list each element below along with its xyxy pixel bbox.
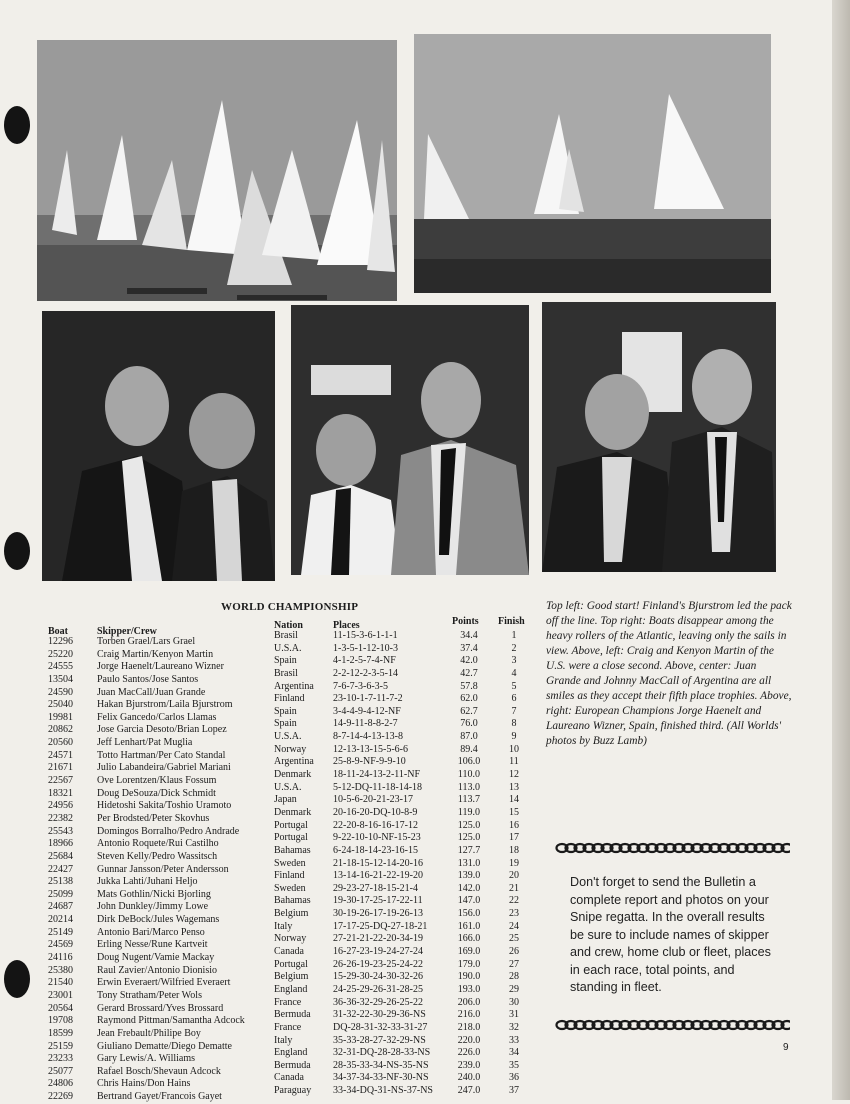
row-18-points: 127.7 <box>457 844 481 856</box>
row-7-boat-number: 19981 <box>48 711 73 723</box>
row-12-finish: 12 <box>509 769 519 781</box>
row-14-points: 113.7 <box>457 794 481 806</box>
page-number: 9 <box>783 1042 789 1053</box>
row-30-boat-number: 20564 <box>48 1002 73 1014</box>
row-20-finish: 20 <box>509 870 519 882</box>
row-11-skipper-crew: Julio Labandeira/Gabriel Mariani <box>97 762 231 774</box>
row-22-skipper-crew: John Dunkley/Jimmy Lowe <box>97 901 209 913</box>
row-14-nation: Japan <box>274 794 297 806</box>
row-10-skipper-crew: Totto Hartman/Per Cato Standal <box>97 749 226 761</box>
row-6-points: 62.0 <box>460 693 478 705</box>
photo-haenelt-wizner <box>542 302 776 572</box>
row-14-boat-number: 24956 <box>48 800 73 812</box>
row-15-nation: Denmark <box>274 806 312 818</box>
row-13-finish: 13 <box>509 781 519 793</box>
row-33-boat-number: 25159 <box>48 1040 73 1052</box>
row-25-nation: Norway <box>274 933 307 945</box>
row-4-nation: Brasil <box>274 667 298 679</box>
row-34-boat-number: 23233 <box>48 1053 73 1065</box>
photo-craig-kenyon-martin <box>42 311 275 581</box>
row-17-places: 9-22-10-10-NF-15-23 <box>333 832 421 844</box>
row-12-boat-number: 22567 <box>48 775 73 787</box>
row-10-points: 89.4 <box>460 743 478 755</box>
row-33-points: 220.0 <box>457 1034 481 1046</box>
row-22-places: 19-30-17-25-17-22-11 <box>333 895 423 907</box>
row-19-nation: Sweden <box>274 857 306 869</box>
column-boat <box>48 636 92 1104</box>
row-12-places: 18-11-24-13-2-11-NF <box>333 769 421 781</box>
page-edge-shadow <box>832 0 850 1100</box>
row-23-finish: 23 <box>509 908 519 920</box>
row-5-places: 7-6-7-3-6-3-5 <box>333 680 388 692</box>
row-31-skipper-crew: Raymond Pittman/Samantha Adcock <box>97 1015 245 1027</box>
row-18-skipper-crew: Steven Kelly/Pedro Wassitsch <box>97 850 218 862</box>
row-32-boat-number: 18599 <box>48 1027 73 1039</box>
row-6-places: 23-10-1-7-11-7-2 <box>333 693 403 705</box>
row-34-nation: England <box>274 1047 308 1059</box>
row-4-places: 2-2-12-2-3-5-14 <box>333 667 398 679</box>
row-24-boat-number: 25149 <box>48 926 73 938</box>
row-14-finish: 14 <box>509 794 519 806</box>
header-skipper-crew: Skipper/Crew <box>97 626 157 637</box>
row-14-skipper-crew: Hidetoshi Sakita/Toshio Uramoto <box>97 800 232 812</box>
row-3-places: 4-1-2-5-7-4-NF <box>333 655 396 667</box>
row-18-nation: Bahamas <box>274 844 311 856</box>
row-25-places: 27-21-21-22-20-34-19 <box>333 933 423 945</box>
row-27-nation: Portugal <box>274 958 308 970</box>
row-21-finish: 21 <box>509 882 519 894</box>
row-16-nation: Portugal <box>274 819 308 831</box>
header-finish: Finish <box>498 616 525 627</box>
row-1-points: 34.4 <box>460 630 478 641</box>
row-33-finish: 33 <box>509 1034 519 1046</box>
row-9-boat-number: 20560 <box>48 737 73 749</box>
row-36-nation: Canada <box>274 1072 304 1084</box>
binder-hole-top <box>4 106 30 144</box>
photo-caption: Top left: Good start! Finland's Bjurstrom led the pack off the line. Top right: Boats disappear among the heavy rollers of the Atlantic, leaving only the sails in view. Above, left: Craig and Kenyon Martin of the U.S. were a close second. Above, center: Juan Grande and Johnny MacCall of Argentina are all smiles as they accept their fifth place trophies. Above, right: European Champions Jorge Haenelt and Laureano Wizner, Spain, finished third. (All Worlds' photos by Buzz Lamb) <box>546 600 792 747</box>
row-8-nation: Spain <box>274 718 297 730</box>
row-36-points: 240.0 <box>457 1072 481 1084</box>
chain-border-top <box>555 842 790 854</box>
row-7-finish: 7 <box>511 705 517 717</box>
row-34-skipper-crew: Gary Lewis/A. Williams <box>97 1053 196 1065</box>
row-2-places: 1-3-5-1-12-10-3 <box>333 642 398 654</box>
column-places <box>333 630 453 1104</box>
row-13-boat-number: 18321 <box>48 787 73 799</box>
row-1-nation: Brasil <box>274 630 298 641</box>
row-1-skipper-crew: Torben Grael/Lars Grael <box>97 636 196 647</box>
row-22-nation: Bahamas <box>274 895 311 907</box>
row-3-boat-number: 24555 <box>48 661 73 673</box>
row-18-boat-number: 25684 <box>48 850 73 862</box>
row-5-skipper-crew: Juan MacCall/Juan Grande <box>97 686 206 698</box>
row-31-boat-number: 19708 <box>48 1015 73 1027</box>
column-finish <box>500 630 528 1104</box>
row-26-boat-number: 24116 <box>48 952 73 964</box>
row-25-boat-number: 24569 <box>48 939 73 951</box>
row-10-finish: 10 <box>509 743 519 755</box>
row-21-places: 29-23-27-18-15-21-4 <box>333 882 418 894</box>
row-21-boat-number: 25099 <box>48 888 73 900</box>
row-30-finish: 30 <box>509 996 519 1008</box>
row-4-points: 42.7 <box>460 667 478 679</box>
row-13-points: 113.0 <box>457 781 481 793</box>
row-32-finish: 32 <box>509 1021 519 1033</box>
photo-boats-in-rollers <box>414 34 771 293</box>
row-24-places: 17-17-25-DQ-27-18-21 <box>333 920 428 932</box>
row-5-finish: 5 <box>511 680 517 692</box>
row-12-points: 110.0 <box>457 769 481 781</box>
row-29-finish: 29 <box>509 983 519 995</box>
row-37-nation: Paraguay <box>274 1085 312 1097</box>
row-36-skipper-crew: Chris Hains/Don Hains <box>97 1078 191 1090</box>
row-8-places: 14-9-11-8-8-2-7 <box>333 718 398 730</box>
row-30-points: 206.0 <box>457 996 481 1008</box>
row-31-finish: 31 <box>509 1009 519 1021</box>
row-9-places: 8-7-14-4-13-13-8 <box>333 731 403 743</box>
row-17-skipper-crew: Antonio Roquete/Rui Castilho <box>97 838 219 850</box>
row-24-finish: 24 <box>509 920 519 932</box>
row-32-skipper-crew: Jean Frebault/Philipe Boy <box>97 1027 201 1039</box>
row-32-places: DQ-28-31-32-33-31-27 <box>333 1021 428 1033</box>
row-26-places: 16-27-23-19-24-27-24 <box>333 946 423 958</box>
row-35-nation: Bermuda <box>274 1059 311 1071</box>
row-26-finish: 26 <box>509 946 519 958</box>
row-28-boat-number: 21540 <box>48 977 73 989</box>
row-13-places: 5-12-DQ-11-18-14-18 <box>333 781 423 793</box>
binder-hole-bottom <box>4 960 30 998</box>
row-37-boat-number: 22269 <box>48 1091 73 1103</box>
row-6-skipper-crew: Hakan Bjurstrom/Laila Bjurstrom <box>97 699 233 711</box>
row-9-skipper-crew: Jeff Lenhart/Pat Muglia <box>97 737 193 749</box>
row-19-points: 131.0 <box>457 857 481 869</box>
row-9-finish: 9 <box>511 731 517 743</box>
row-3-points: 42.0 <box>460 655 478 667</box>
row-10-nation: Norway <box>274 743 307 755</box>
row-6-boat-number: 25040 <box>48 699 73 711</box>
row-36-boat-number: 24806 <box>48 1078 73 1090</box>
row-7-points: 62.7 <box>460 705 478 717</box>
row-28-nation: Belgium <box>274 971 309 983</box>
row-14-places: 10-5-6-20-21-23-17 <box>333 794 413 806</box>
row-33-skipper-crew: Giuliano Dematte/Diego Dematte <box>97 1040 232 1052</box>
row-13-nation: U.S.A. <box>274 781 302 793</box>
row-4-boat-number: 13504 <box>48 673 73 685</box>
row-34-places: 32-31-DQ-28-28-33-NS <box>333 1047 431 1059</box>
row-28-points: 190.0 <box>457 971 481 983</box>
row-18-finish: 18 <box>509 844 519 856</box>
row-35-skipper-crew: Rafael Bosch/Shevaun Adcock <box>97 1065 221 1077</box>
row-9-points: 87.0 <box>460 731 478 743</box>
row-35-boat-number: 25077 <box>48 1065 73 1077</box>
row-2-finish: 2 <box>511 642 517 654</box>
row-16-finish: 16 <box>509 819 519 831</box>
row-15-boat-number: 22382 <box>48 812 73 824</box>
row-12-nation: Denmark <box>274 769 312 781</box>
row-8-finish: 8 <box>511 718 517 730</box>
row-20-places: 13-14-16-21-22-19-20 <box>333 870 423 882</box>
row-29-skipper-crew: Tony Stratham/Peter Wols <box>97 989 202 1001</box>
row-6-nation: Finland <box>274 693 305 705</box>
row-13-skipper-crew: Doug DeSouza/Dick Schmidt <box>97 787 216 799</box>
row-27-points: 179.0 <box>457 958 481 970</box>
row-15-points: 119.0 <box>457 806 481 818</box>
row-15-skipper-crew: Per Brodsted/Peter Skovhus <box>97 812 210 824</box>
row-27-boat-number: 25380 <box>48 964 73 976</box>
row-20-points: 139.0 <box>457 870 481 882</box>
row-29-boat-number: 23001 <box>48 989 73 1001</box>
chain-border-bottom <box>555 1019 790 1031</box>
row-11-finish: 11 <box>509 756 519 768</box>
row-37-finish: 37 <box>509 1085 519 1097</box>
row-5-nation: Argentina <box>274 680 314 692</box>
row-24-nation: Italy <box>274 920 293 932</box>
row-11-places: 25-8-9-NF-9-9-10 <box>333 756 406 768</box>
row-8-boat-number: 20862 <box>48 724 73 736</box>
row-4-finish: 4 <box>511 667 517 679</box>
row-23-boat-number: 20214 <box>48 914 73 926</box>
row-7-skipper-crew: Felix Gancedo/Carlos Llamas <box>97 711 217 723</box>
row-36-places: 34-37-34-33-NF-30-NS <box>333 1072 429 1084</box>
photo-start-line-sailboats <box>37 40 397 301</box>
row-3-nation: Spain <box>274 655 297 667</box>
row-12-skipper-crew: Ove Lorentzen/Klaus Fossum <box>97 775 217 787</box>
row-27-finish: 27 <box>509 958 519 970</box>
row-22-finish: 22 <box>509 895 519 907</box>
row-35-points: 239.0 <box>457 1059 481 1071</box>
bulletin-notice: Don't forget to send the Bulletin a complete report and photos on your Snipe regatta. In the overall results be sure to include names of skipper and crew, home club or fleet, places in each race, total points, and standing in fleet. <box>570 875 771 994</box>
row-5-points: 57.8 <box>460 680 478 692</box>
row-8-skipper-crew: Jose Garcia Desoto/Brian Lopez <box>97 724 227 736</box>
row-26-points: 169.0 <box>457 946 481 958</box>
row-28-finish: 28 <box>509 971 519 983</box>
row-19-finish: 19 <box>509 857 519 869</box>
row-21-skipper-crew: Mats Gothlin/Nicki Bjorling <box>97 888 211 900</box>
row-6-finish: 6 <box>511 693 517 705</box>
row-28-skipper-crew: Erwin Everaert/Wilfried Everaert <box>97 977 231 989</box>
row-25-finish: 25 <box>509 933 519 945</box>
row-25-skipper-crew: Erling Nesse/Rune Kartveit <box>97 939 208 951</box>
row-20-boat-number: 25138 <box>48 876 73 888</box>
column-points <box>449 630 489 1104</box>
row-32-nation: France <box>274 1021 302 1033</box>
row-19-places: 21-18-15-12-14-20-16 <box>333 857 423 869</box>
row-17-finish: 17 <box>509 832 519 844</box>
results-title: WORLD CHAMPIONSHIP <box>221 601 359 613</box>
row-15-places: 20-16-20-DQ-10-8-9 <box>333 806 418 818</box>
row-7-nation: Spain <box>274 705 297 717</box>
row-17-boat-number: 18966 <box>48 838 73 850</box>
row-17-points: 125.0 <box>457 832 481 844</box>
row-37-points: 247.0 <box>457 1085 481 1097</box>
header-nation: Nation <box>274 620 303 631</box>
row-30-skipper-crew: Gerard Brossard/Yves Brossard <box>97 1002 224 1014</box>
row-30-places: 36-36-32-29-26-25-22 <box>333 996 423 1008</box>
row-29-points: 193.0 <box>457 983 481 995</box>
row-3-skipper-crew: Jorge Haenelt/Laureano Wizner <box>97 661 224 673</box>
row-20-skipper-crew: Jukka Lahti/Juhani Heljo <box>97 876 198 888</box>
row-1-places: 11-15-3-6-1-1-1 <box>333 630 398 641</box>
row-31-points: 216.0 <box>457 1009 481 1021</box>
row-35-places: 28-35-33-34-NS-35-NS <box>333 1059 429 1071</box>
row-31-places: 31-32-22-30-29-36-NS <box>333 1009 426 1021</box>
row-21-points: 142.0 <box>457 882 481 894</box>
header-places: Places <box>333 620 360 631</box>
row-33-nation: Italy <box>274 1034 293 1046</box>
row-8-points: 76.0 <box>460 718 478 730</box>
row-23-nation: Belgium <box>274 908 309 920</box>
column-skipper-crew <box>97 636 275 1104</box>
row-2-skipper-crew: Craig Martin/Kenyon Martin <box>97 648 214 660</box>
row-29-places: 24-25-29-26-31-28-25 <box>333 983 423 995</box>
header-boat: Boat <box>48 626 68 637</box>
row-34-points: 226.0 <box>457 1047 481 1059</box>
row-33-places: 35-33-28-27-32-29-NS <box>333 1034 426 1046</box>
row-16-skipper-crew: Domingos Borralho/Pedro Andrade <box>97 825 240 837</box>
row-29-nation: England <box>274 983 308 995</box>
row-15-finish: 15 <box>509 806 519 818</box>
row-28-places: 15-29-30-24-30-32-26 <box>333 971 423 983</box>
row-26-skipper-crew: Doug Nugent/Vamie Mackay <box>97 952 215 964</box>
row-9-nation: U.S.A. <box>274 731 302 743</box>
column-nation <box>274 630 332 1104</box>
row-30-nation: France <box>274 996 302 1008</box>
row-16-places: 22-20-8-16-16-17-12 <box>333 819 418 831</box>
row-23-points: 156.0 <box>457 908 481 920</box>
row-7-places: 3-4-4-9-4-12-NF <box>333 705 401 717</box>
row-17-nation: Portugal <box>274 832 308 844</box>
row-37-skipper-crew: Bertrand Gayet/Francois Gayet <box>97 1091 222 1103</box>
row-26-nation: Canada <box>274 946 304 958</box>
row-19-boat-number: 22427 <box>48 863 73 875</box>
row-32-points: 218.0 <box>457 1021 481 1033</box>
row-23-skipper-crew: Dirk DeBock/Jules Wagemans <box>97 914 220 926</box>
row-23-places: 30-19-26-17-19-26-13 <box>333 908 423 920</box>
row-1-finish: 1 <box>511 630 517 641</box>
row-22-points: 147.0 <box>457 895 481 907</box>
row-35-finish: 35 <box>509 1059 519 1071</box>
row-22-boat-number: 24687 <box>48 901 73 913</box>
row-10-boat-number: 24571 <box>48 749 73 761</box>
row-36-finish: 36 <box>509 1072 519 1084</box>
row-31-nation: Bermuda <box>274 1009 311 1021</box>
row-2-boat-number: 25220 <box>48 648 73 660</box>
row-18-places: 6-24-18-14-23-16-15 <box>333 844 418 856</box>
row-2-points: 37.4 <box>460 642 478 654</box>
row-20-nation: Finland <box>274 870 305 882</box>
row-16-points: 125.0 <box>457 819 481 831</box>
row-27-places: 26-26-19-23-25-24-22 <box>333 958 423 970</box>
row-5-boat-number: 24590 <box>48 686 73 698</box>
row-16-boat-number: 25543 <box>48 825 73 837</box>
binder-hole-middle <box>4 532 30 570</box>
row-24-points: 161.0 <box>457 920 481 932</box>
row-2-nation: U.S.A. <box>274 642 302 654</box>
row-4-skipper-crew: Paulo Santos/Jose Santos <box>97 673 199 685</box>
row-11-points: 106.0 <box>457 756 481 768</box>
row-11-boat-number: 21671 <box>48 762 73 774</box>
row-25-points: 166.0 <box>457 933 481 945</box>
row-24-skipper-crew: Antonio Bari/Marco Penso <box>97 926 205 938</box>
row-10-places: 12-13-13-15-5-6-6 <box>333 743 408 755</box>
row-19-skipper-crew: Gunnar Jansson/Peter Andersson <box>97 863 229 875</box>
row-27-skipper-crew: Raul Zavier/Antonio Dionisio <box>97 964 217 976</box>
row-21-nation: Sweden <box>274 882 306 894</box>
row-37-places: 33-34-DQ-31-NS-37-NS <box>333 1085 433 1097</box>
header-points: Points <box>452 616 479 627</box>
row-34-finish: 34 <box>509 1047 519 1059</box>
photo-grande-maccall-trophies <box>291 305 529 575</box>
row-11-nation: Argentina <box>274 756 314 768</box>
row-1-boat-number: 12296 <box>48 636 73 647</box>
row-3-finish: 3 <box>511 655 517 667</box>
